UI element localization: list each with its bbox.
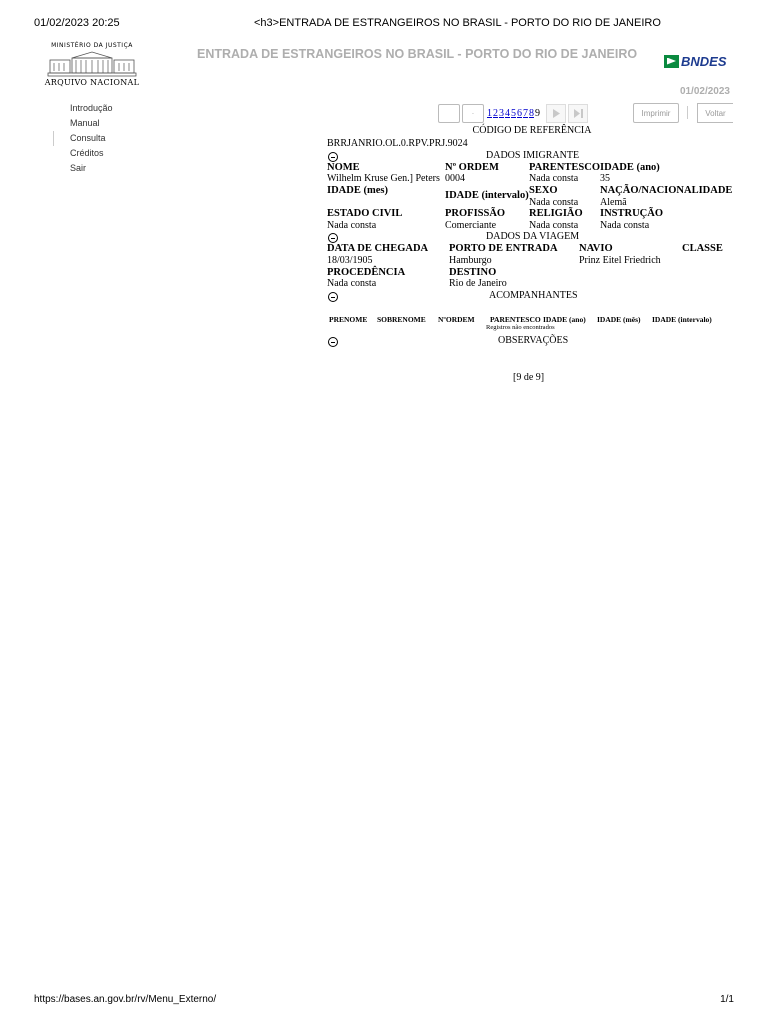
column-header: IDADE (intervalo) (652, 315, 712, 324)
current-date: 01/02/2023 (679, 86, 730, 97)
religiao-value: Nada consta (529, 220, 579, 231)
print-datetime: 01/02/2023 20:25 (34, 17, 120, 29)
bndes-mark-icon (664, 55, 679, 68)
instrucao-value: Nada consta (600, 220, 650, 231)
navio-value: Prinz Eitel Friedrich (579, 255, 661, 266)
parentesco-label: PARENTESCO (529, 162, 600, 173)
porto-value: Hamburgo (449, 255, 492, 266)
column-header: SOBRENOME (377, 315, 426, 324)
section-dados-viagem: DADOS DA VIAGEM (486, 231, 580, 242)
column-header: IDADE (ano) (543, 315, 586, 324)
idade-mes-label: IDADE (mes) (327, 185, 388, 196)
record-page-count: [9 de 9] (513, 372, 545, 383)
reference-code: BRRJANRIO.OL.0.RPV.PRJ.9024 (327, 138, 468, 149)
back-button[interactable]: Voltar (697, 103, 733, 123)
page-link[interactable]: 2 (493, 108, 498, 119)
section-observacoes: OBSERVAÇÕES (498, 335, 569, 346)
parentesco-value: Nada consta (529, 173, 579, 184)
pagination (438, 104, 588, 123)
collapse-trip-icon[interactable] (328, 233, 338, 243)
procedencia-label: PROCEDÊNCIA (327, 267, 406, 278)
sidebar-item-sair[interactable]: Sair (70, 163, 87, 173)
sidebar-item-manual[interactable]: Manual (70, 118, 100, 128)
print-url: https://bases.an.gov.br/rv/Menu_Externo/ (34, 994, 217, 1005)
nacao-label: NAÇÃO/NACIONALIDADE (600, 185, 733, 196)
no-records-message: Registros não encontrados (486, 324, 555, 331)
collapse-immigrant-icon[interactable] (328, 152, 338, 162)
porto-label: PORTO DE ENTRADA (449, 243, 558, 254)
section-dados-imigrante: DADOS IMIGRANTE (486, 150, 580, 161)
nome-label: NOME (327, 162, 360, 173)
page-link[interactable]: 5 (511, 108, 516, 119)
page-link[interactable]: 8 (529, 108, 534, 119)
instrucao-label: INSTRUÇÃO (600, 208, 664, 219)
sexo-label: SEXO (529, 185, 558, 196)
procedencia-value: Nada consta (327, 278, 377, 289)
page-link[interactable]: 6 (517, 108, 522, 119)
estado-civil-value: Nada consta (327, 220, 377, 231)
column-header: PRENOME (329, 315, 368, 324)
nome-value: Wilhelm Kruse Gen.] Peters (327, 173, 440, 184)
page-title: ENTRADA DE ESTRANGEIROS NO BRASIL - PORTO DO RIO DE JANEIRO (197, 47, 638, 61)
ordem-label: Nº ORDEM (445, 162, 499, 173)
sidebar-menu (70, 101, 113, 176)
page-link[interactable]: 4 (505, 108, 510, 119)
nacao-value: Alemã (600, 197, 627, 208)
ordem-value: 0004 (445, 173, 465, 184)
sexo-value: Nada consta (529, 197, 579, 208)
column-header: IDADE (mês) (597, 315, 641, 324)
reference-code-heading: CÓDIGO DE REFERÊNCIA (472, 125, 592, 136)
print-document-title: <h3>ENTRADA DE ESTRANGEIROS NO BRASIL - PORTO DO RIO DE JANEIRO (254, 17, 661, 29)
page-link[interactable]: 7 (523, 108, 528, 119)
idade-ano-label: IDADE (ano) (600, 162, 660, 173)
religiao-label: RELIGIÃO (529, 208, 583, 219)
navio-label: NAVIO (579, 243, 613, 254)
profissao-value: Comerciante (445, 220, 497, 231)
next-page-icon[interactable] (546, 104, 566, 123)
destino-label: DESTINO (449, 267, 497, 278)
collapse-companions-icon[interactable] (328, 292, 338, 302)
estado-civil-label: ESTADO CIVIL (327, 208, 403, 219)
chegada-value: 18/03/1905 (327, 255, 373, 266)
first-page-icon[interactable] (438, 104, 460, 123)
idade-ano-value: 35 (600, 173, 610, 184)
profissao-label: PROFISSÃO (445, 208, 506, 219)
sidebar-item-consulta[interactable]: Consulta (70, 133, 106, 143)
last-page-icon[interactable] (568, 104, 588, 123)
sidebar-item-creditos[interactable]: Créditos (70, 148, 104, 158)
current-page: 9 (535, 108, 540, 119)
sidebar-active-marker (53, 131, 54, 146)
action-divider (687, 106, 688, 119)
classe-label: CLASSE (682, 243, 723, 254)
column-header: NºORDEM (438, 315, 475, 324)
ministry-label: MINISTÉRIO DA JUSTIÇA (51, 42, 133, 49)
building-emblem-icon (47, 51, 137, 77)
sidebar-item-introducao[interactable]: Introdução (70, 103, 113, 113)
destino-value: Rio de Janeiro (449, 278, 507, 289)
print-page-number: 1/1 (720, 994, 734, 1005)
page-links (487, 108, 540, 119)
chegada-label: DATA DE CHEGADA (327, 243, 429, 254)
collapse-notes-icon[interactable] (328, 337, 338, 347)
previous-page-icon[interactable]: · (462, 104, 484, 123)
page-link[interactable]: 1 (487, 108, 492, 119)
section-acompanhantes: ACOMPANHANTES (489, 290, 578, 301)
print-button[interactable]: Imprimir (633, 103, 679, 123)
bndes-logo[interactable] (664, 53, 727, 69)
archive-label: ARQUIVO NACIONAL (44, 78, 140, 87)
bndes-wordmark: BNDES (681, 53, 727, 69)
column-header: PARENTESCO (490, 315, 541, 324)
page-link[interactable]: 3 (499, 108, 504, 119)
arquivo-nacional-logo[interactable] (44, 42, 140, 96)
idade-intervalo-label: IDADE (intervalo) (445, 190, 529, 201)
